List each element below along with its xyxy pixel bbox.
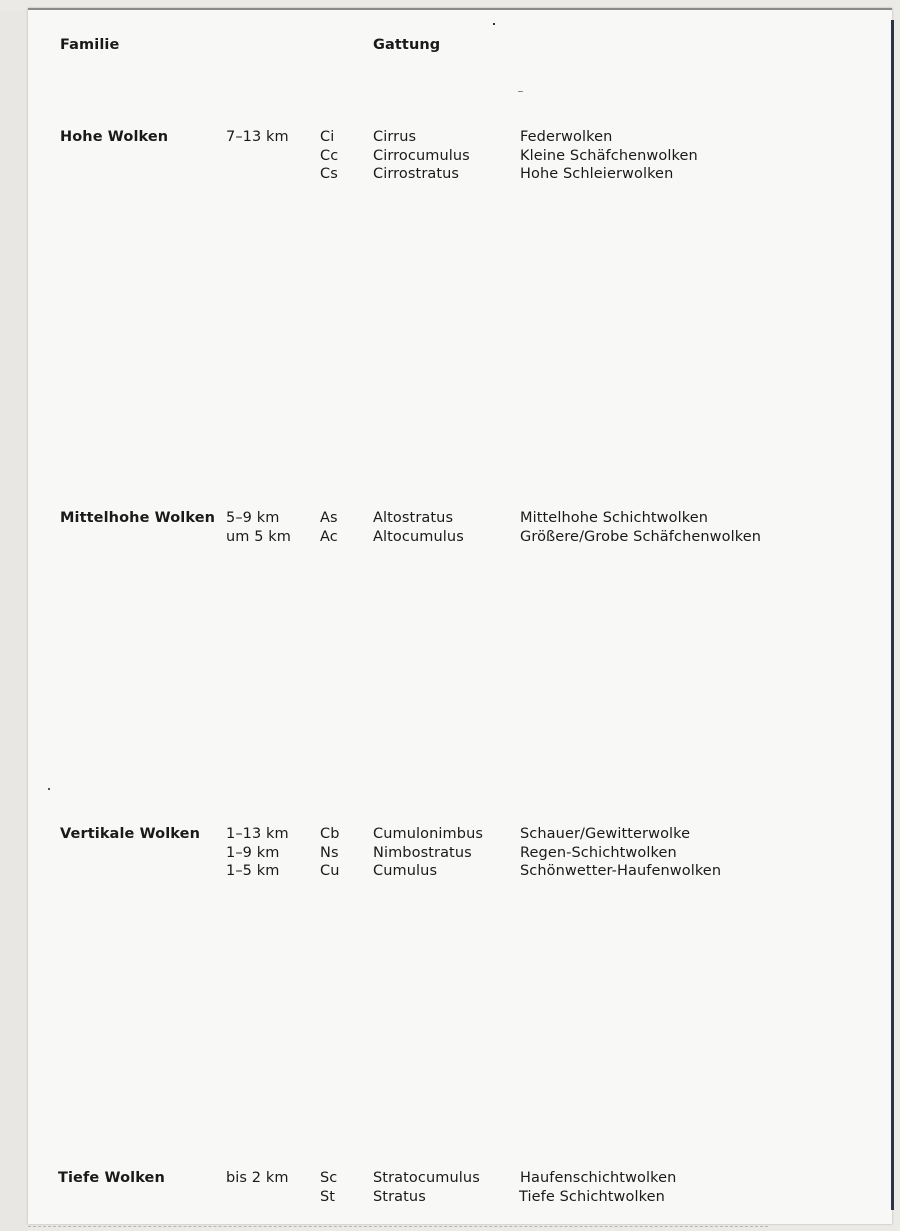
- genus-abbreviation: St: [320, 1189, 336, 1205]
- group-name: Hohe Wolken: [60, 129, 169, 145]
- height-range: 1–13 km: [226, 826, 289, 842]
- background-strip: [0, 10, 28, 1231]
- genus-abbreviation: Cs: [320, 166, 338, 182]
- genus-name: Cirrostratus: [373, 166, 460, 182]
- group-name: Vertikale Wolken: [60, 826, 201, 842]
- german-name: Größere/Grobe Schäfchenwolken: [520, 529, 762, 545]
- sheet-right-edge: [891, 20, 894, 1210]
- dust-speck: [518, 91, 523, 92]
- german-name: Kleine Schäfchenwolken: [520, 148, 698, 164]
- sheet-bottom-edge: [28, 1226, 768, 1227]
- genus-abbreviation: Ac: [320, 529, 338, 545]
- sheet-top-edge: [28, 8, 892, 10]
- height-range: 5–9 km: [226, 510, 280, 526]
- group-name: Mittelhohe Wolken: [60, 510, 216, 526]
- german-name: Mittelhohe Schichtwolken: [520, 510, 709, 526]
- genus-name: Cirrocumulus: [373, 148, 470, 164]
- german-name: Tiefe Schichtwolken: [519, 1189, 665, 1205]
- genus-name: Altocumulus: [373, 529, 464, 545]
- dust-speck: [48, 788, 50, 790]
- genus-abbreviation: Cu: [320, 863, 340, 879]
- genus-abbreviation: Sc: [320, 1170, 338, 1186]
- genus-name: Cumulonimbus: [373, 826, 484, 842]
- german-name: Haufenschichtwolken: [520, 1170, 677, 1186]
- genus-abbreviation: Cc: [320, 148, 339, 164]
- height-range: 1–5 km: [226, 863, 280, 879]
- group-name: Tiefe Wolken: [58, 1170, 165, 1186]
- height-range: bis 2 km: [226, 1170, 289, 1186]
- height-range: 1–9 km: [226, 845, 280, 861]
- genus-name: Cirrus: [373, 129, 417, 145]
- genus-name: Stratus: [373, 1189, 426, 1205]
- paper-sheet: [28, 8, 892, 1224]
- genus-name: Stratocumulus: [373, 1170, 480, 1186]
- genus-name: Nimbostratus: [373, 845, 472, 861]
- german-name: Regen-Schichtwolken: [520, 845, 677, 861]
- dust-speck: [493, 23, 495, 25]
- height-range: um 5 km: [226, 529, 291, 545]
- german-name: Hohe Schleierwolken: [520, 166, 674, 182]
- genus-abbreviation: Cb: [320, 826, 340, 842]
- column-header-family: Familie: [60, 37, 120, 53]
- genus-abbreviation: Ci: [320, 129, 335, 145]
- german-name: Federwolken: [520, 129, 613, 145]
- genus-abbreviation: As: [320, 510, 338, 526]
- german-name: Schönwetter-Haufenwolken: [520, 863, 722, 879]
- column-header-genus: Gattung: [373, 37, 441, 53]
- genus-abbreviation: Ns: [320, 845, 339, 861]
- genus-name: Cumulus: [373, 863, 438, 879]
- german-name: Schauer/Gewitterwolke: [520, 826, 691, 842]
- genus-name: Altostratus: [373, 510, 454, 526]
- height-range: 7–13 km: [226, 129, 289, 145]
